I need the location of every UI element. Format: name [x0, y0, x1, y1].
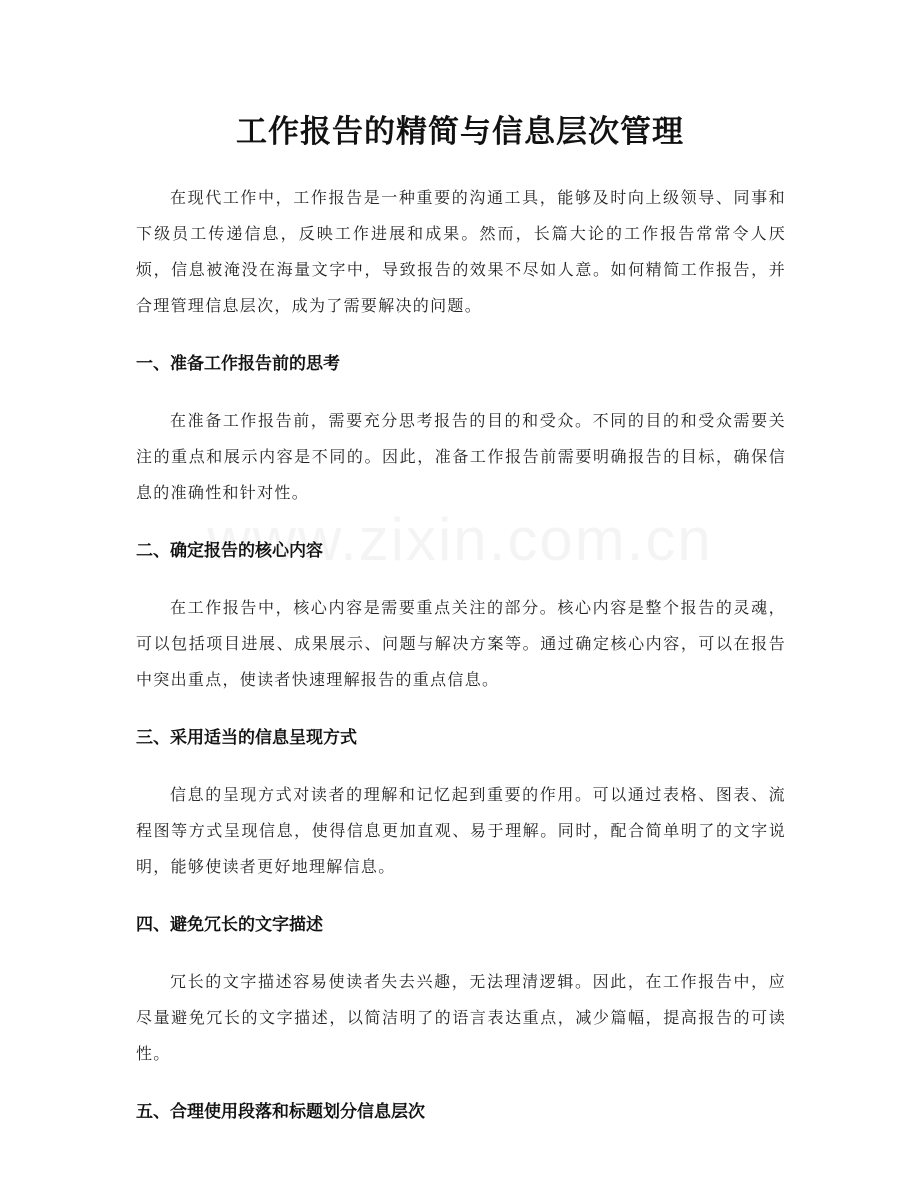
document-title: 工作报告的精简与信息层次管理: [236, 114, 684, 150]
section-heading-2: 二、确定报告的核心内容: [136, 541, 323, 561]
section-heading-3: 三、采用适当的信息呈现方式: [136, 728, 357, 748]
intro-paragraph: 在现代工作中，工作报告是一种重要的沟通工具，能够及时向上级领导、同事和下级员工传递信息，反映工作进展和成果。然而，长篇大论的工作报告常常令人厌烦，信息被淹没在海量文字中，导致报告的效果不尽如人意。如何精简工作报告，并合理管理信息层次，成为了需要解决的问题。: [136, 188, 786, 315]
section-body-1: 在准备工作报告前，需要充分思考报告的目的和受众。不同的目的和受众需要关注的重点和展示内容是不同的。因此，准备工作报告前需要明确报告的目标，确保信息的准确性和针对性。: [136, 411, 786, 502]
section-heading-5: 五、合理使用段落和标题划分信息层次: [136, 1102, 425, 1122]
section-body-4: 冗长的文字描述容易使读者失去兴趣，无法理清逻辑。因此，在工作报告中，应尽量避免冗长的文字描述，以简洁明了的语言表达重点，减少篇幅，提高报告的可读性。: [136, 972, 786, 1063]
section-heading-4: 四、避免冗长的文字描述: [136, 915, 323, 935]
section-heading-1: 一、准备工作报告前的思考: [136, 354, 340, 374]
document-content: [136, 180, 786, 1127]
section-body-2: 在工作报告中，核心内容是需要重点关注的部分。核心内容是整个报告的灵魂，可以包括项目进展、成果展示、问题与解决方案等。通过确定核心内容，可以在报告中突出重点，使读者快速理解报告的重点信息。: [136, 598, 786, 689]
section-body-3: 信息的呈现方式对读者的理解和记忆起到重要的作用。可以通过表格、图表、流程图等方式呈现信息，使得信息更加直观、易于理解。同时，配合简单明了的文字说明，能够使读者更好地理解信息。: [136, 785, 786, 876]
